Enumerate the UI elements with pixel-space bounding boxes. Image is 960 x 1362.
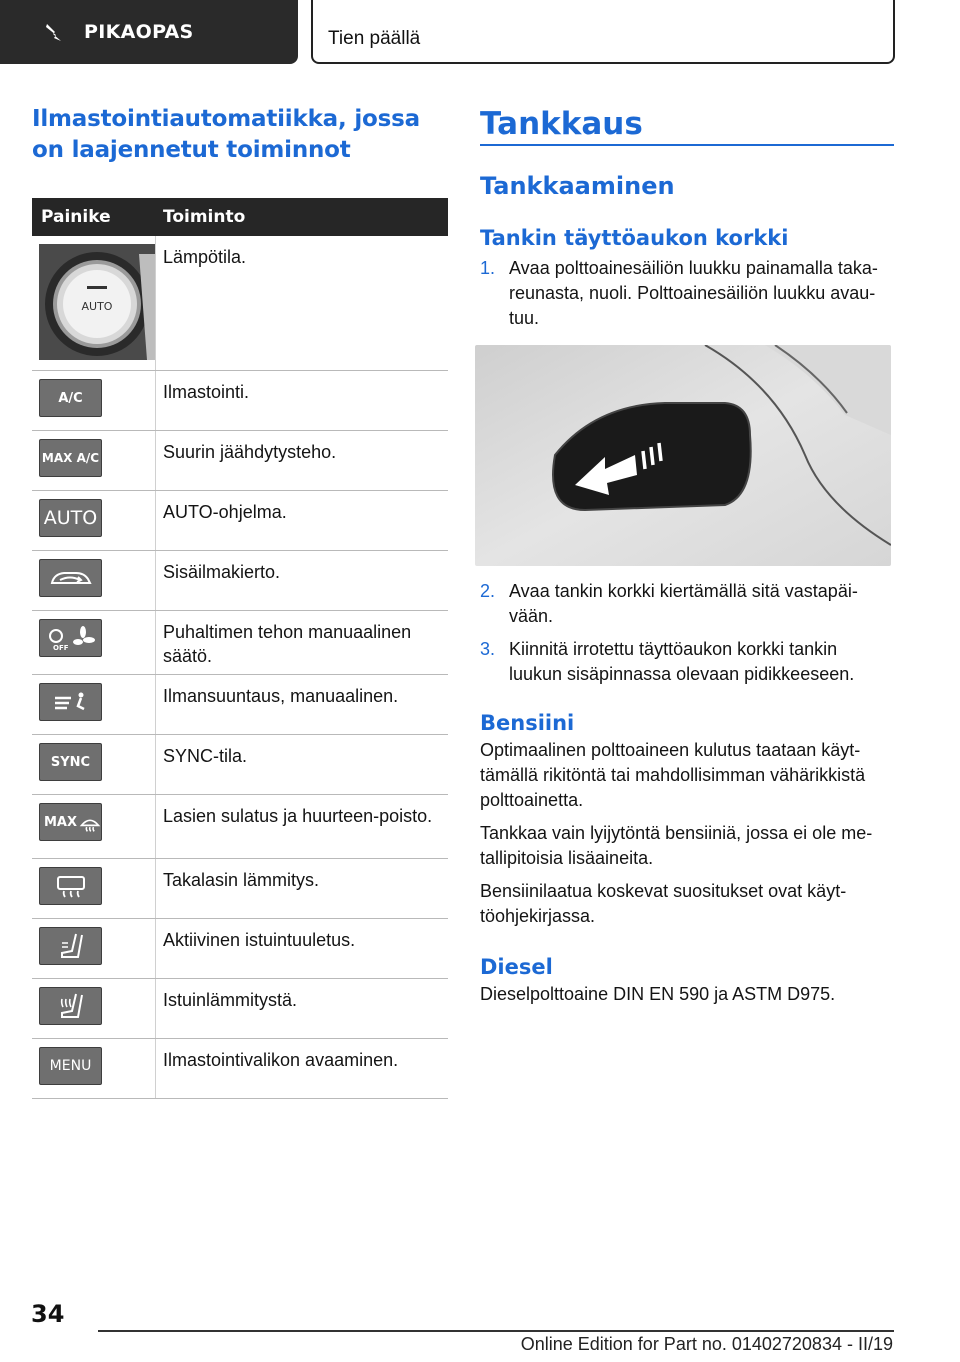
function-text: Ilmastointivalikon avaaminen. (163, 1050, 399, 1070)
table-row (32, 371, 448, 431)
button-cell (32, 859, 156, 918)
button-cell (32, 371, 156, 430)
table-header (32, 198, 448, 236)
function-text: Sisäilmakierto. (163, 562, 281, 582)
button-cell (32, 491, 156, 550)
petrol-paragraph: Bensiinilaatua koskevat suositukset ovat käyt-töohjekirjassa. (480, 881, 847, 926)
button-cell (32, 551, 156, 610)
petrol-heading: Bensiini (480, 711, 575, 735)
climate-button-table (32, 198, 448, 1099)
function-text: Suurin jäähdytysteho. (163, 442, 337, 462)
diesel-heading: Diesel (480, 955, 553, 979)
footer-divider (98, 1330, 894, 1332)
fuel-flap-photo (475, 345, 891, 566)
step-number: 2. (480, 581, 496, 601)
max-ac-button-icon: MAX A/C (39, 439, 102, 477)
step-number: 3. (480, 639, 496, 659)
button-cell (32, 611, 156, 674)
menu-button-icon: MENU (39, 1047, 102, 1085)
step-item (480, 256, 894, 331)
quick-guide-label: PIKAOPAS (84, 21, 194, 43)
column-header-function: Toiminto (163, 207, 246, 227)
refuelling-heading: Tankkaus (480, 106, 643, 142)
step-text: Avaa polttoainesäiliön luukku painamalla taka-reunasta, nuoli. Polttoainesäiliön luukku avau-tuu. (509, 258, 878, 328)
function-text: AUTO-ohjelma. (163, 502, 287, 522)
quick-guide-tab[interactable] (0, 0, 298, 64)
climate-heading: Ilmastointiautomatiikka, jossa on laajennetut toiminnot (32, 106, 420, 163)
section-title: Tien päällä (311, 0, 895, 64)
button-cell (32, 1039, 156, 1098)
fuel-cap-heading: Tankin täyttöaukon korkki (480, 226, 789, 250)
ac-button-icon: A/C (39, 379, 102, 417)
seat-ventilation-icon (39, 927, 102, 965)
function-text: Ilmansuuntaus, manuaalinen. (163, 686, 399, 706)
table-row (32, 1039, 448, 1099)
table-row (32, 236, 448, 371)
function-text: SYNC-tila. (163, 746, 248, 766)
rear-defrost-icon (39, 867, 102, 905)
star-icon (42, 20, 66, 44)
button-cell (32, 236, 156, 370)
heading-divider (480, 144, 894, 146)
button-cell (32, 675, 156, 734)
step-number: 1. (480, 258, 496, 278)
table-row (32, 979, 448, 1039)
temperature-knob-icon (39, 244, 155, 360)
table-row (32, 611, 448, 675)
table-row (32, 735, 448, 795)
function-text: Lasien sulatus ja huurteen-poisto. (163, 806, 433, 826)
button-cell (32, 979, 156, 1038)
seat-heating-icon (39, 987, 102, 1025)
table-row (32, 675, 448, 735)
air-distribution-icon (39, 683, 102, 721)
edition-text: Online Edition for Part no. 01402720834 - II/19 (520, 1334, 893, 1354)
svg-text:AUTO: AUTO (81, 300, 113, 313)
table-row (32, 859, 448, 919)
page-number: 34 (31, 1300, 65, 1328)
page-header (0, 0, 960, 66)
function-text: Takalasin lämmitys. (163, 870, 320, 890)
button-cell (32, 795, 156, 858)
column-header-button: Painike (41, 207, 111, 227)
button-cell (32, 735, 156, 794)
table-row (32, 919, 448, 979)
table-row (32, 431, 448, 491)
function-text: Aktiivinen istuintuuletus. (163, 930, 356, 950)
step-text: Kiinnitä irrotettu täyttöaukon korkki tankin luukun sisäpinnassa olevaan pidikkeeseen. (509, 639, 855, 684)
petrol-paragraph: Optimaalinen polttoaineen kulutus taataan käyt-tämällä rikitöntä tai mahdollisimman vähärikkistä polttoainetta. (480, 740, 866, 810)
max-defrost-label: MAX (44, 814, 78, 830)
button-cell (32, 431, 156, 490)
table-row (32, 491, 448, 551)
petrol-paragraph: Tankkaa vain lyijytöntä bensiiniä, jossa ei ole me-tallipitoisia lisäaineita. (480, 823, 873, 868)
function-text: Ilmastointi. (163, 382, 250, 402)
function-text: Puhaltimen tehon manuaalinen säätö. (163, 622, 412, 666)
table-row (32, 551, 448, 611)
recirculation-icon (39, 559, 102, 597)
diesel-paragraph: Dieselpolttoaine DIN EN 590 ja ASTM D975. (480, 984, 836, 1004)
table-row (32, 795, 448, 859)
function-text: Istuinlämmitystä. (163, 990, 298, 1010)
refuelling-section (480, 104, 894, 1007)
step-item (480, 579, 894, 629)
climate-section (32, 104, 448, 1099)
function-text: Lämpötila. (163, 247, 247, 267)
step-text: Avaa tankin korkki kiertämällä sitä vastapäi-vään. (509, 581, 858, 626)
sync-button-icon: SYNC (39, 743, 102, 781)
max-defrost-icon (39, 803, 102, 841)
fan-icon (39, 619, 102, 657)
refuelling-subheading: Tankkaaminen (480, 172, 675, 200)
step-item (480, 637, 894, 687)
button-cell (32, 919, 156, 978)
svg-text:OFF: OFF (52, 644, 69, 652)
auto-button-icon: AUTO (39, 499, 102, 537)
